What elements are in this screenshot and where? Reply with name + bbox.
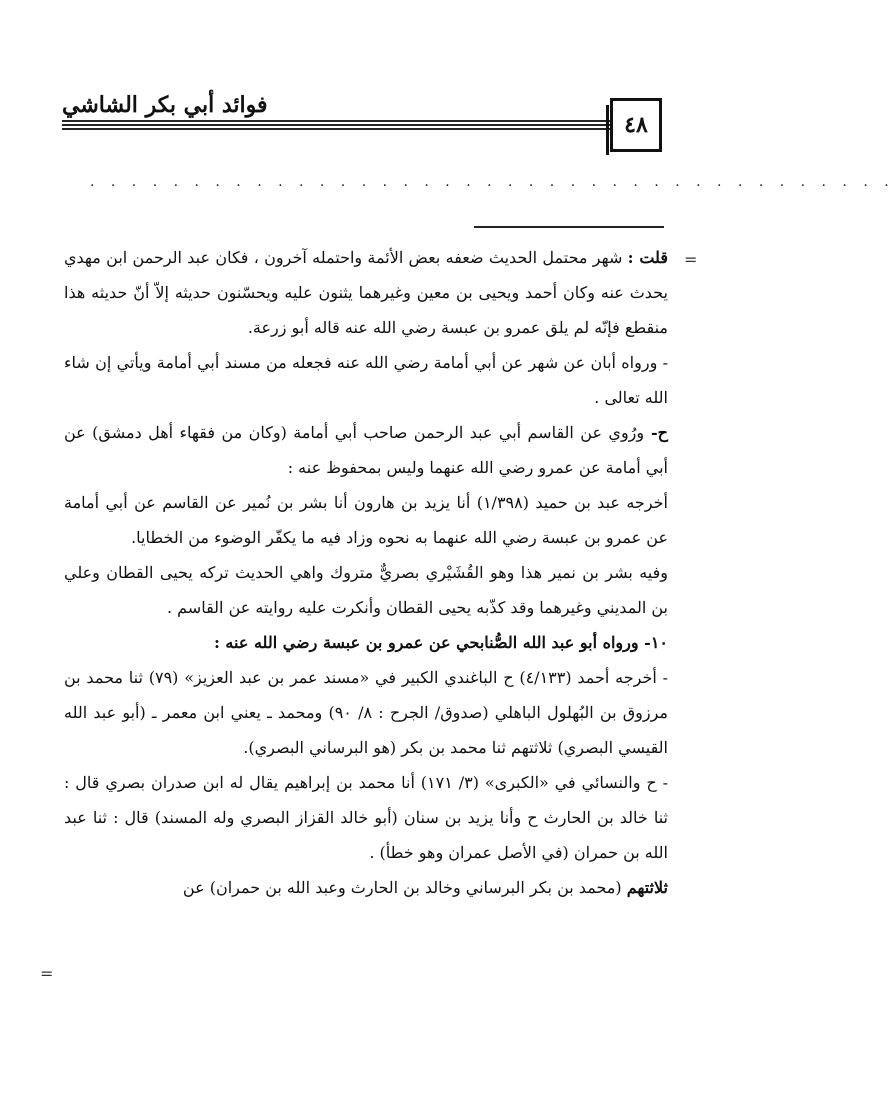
paragraph [64,555,668,625]
paragraph-text: (محمد بن بكر البرساني وخالد بن الحارث وعبد الله بن حمران) عن [182,878,627,897]
paragraph-lead: ثلاثتهم [626,878,668,897]
paragraph [64,765,668,870]
margin-mark: = [40,964,54,983]
dotted-separator: . . . . . . . . . . . . . . . . . . . . . . . . . . . . . . . . . . . . . . . [90,174,895,190]
paragraph [64,485,668,555]
body-text [64,240,668,982]
paragraph [64,240,668,345]
margin-mark: = [684,250,698,269]
paragraph-text: - ح والنسائي في «الكبرى» (٣/ ١٧١) أنا محمد بن إبراهيم يقال له ابن صدران بصري قال : ثنا خالد بن الحارث ح وأنا يزيد بن سنان (أبو خالد القزاز البصري وله المسند) قال : ثنا عبد الله بن حمران (في الأصل عمران وهو خطأ) . [64,773,668,862]
paragraph [64,415,668,485]
section-rule [474,226,664,228]
page-header [62,88,666,158]
paragraph-lead: ح- [644,423,669,442]
paragraph-lead: ١٠- ورواه أبو عبد الله الصُّنابحي عن عمرو بن عبسة رضي الله عنه : [213,633,668,652]
section-heading [64,625,668,660]
paragraph-text: أخرجه عبد بن حميد (١/٣٩٨) أنا يزيد بن هارون أنا بشر بن نُمير عن القاسم عن أبي أمامة عن عمرو بن عبسة رضي الله عنهما به نحوه وزاد فيه ما يكفّر الوضوء من الخطايا. [64,493,668,547]
paragraph-text: - أخرجه أحمد (٤/١٣٣) ح الباغندي الكبير في «مسند عمر بن عبد العزيز» (٧٩) ثنا محمد بن مرزوق بن البُهلول الباهلي (صدوق/ الجرح : ٨/ ٩٠) ومحمد ـ يعني ابن معمر ـ (أبو عبد الله القيسي البصري) ثلاثتهم ثنا محمد بن بكر (هو البرساني البصري). [64,668,669,757]
page-number: ٤٨ [610,98,662,152]
book-title: فوائد أبي بكر الشاشي [62,92,268,118]
paragraph-text: ورُوي عن القاسم أبي عبد الرحمن صاحب أبي أمامة (وكان من فقهاء أهل دمشق) عن أبي أمامة عن عمرو رضي الله عنهما وليس بمحفوظ عنه : [64,423,668,477]
paragraph [64,345,668,415]
paragraph-lead: قلت : [627,248,668,267]
paragraph [64,870,668,905]
paragraph-text: شهر محتمل الحديث ضعفه بعض الأئمة واحتمله آخرون ، فكان عبد الرحمن ابن مهدي يحدث عنه وكان أحمد ويحيى بن معين وغيرهما يثنون عليه ويحسّنون حديثه إلاّ أنّ حديثه هذا منقطع فإنّه لم يلق عمرو بن عبسة رضي الله عنه قاله أبو زرعة. [64,248,668,337]
header-rule [62,120,610,132]
paragraph-text: وفيه بشر بن نمير هذا وهو القُشَيْري بصريٌّ متروك واهي الحديث تركه يحيى القطان وعلي بن المديني وغيرهما وقد كذّبه يحيى القطان وأنكرت عليه روايته عن القاسم . [64,563,669,617]
paragraph-text: - ورواه أبان عن شهر عن أبي أمامة رضي الله عنه فجعله من مسند أبي أمامة ويأتي إن شاء الله تعالى . [64,353,668,407]
paragraph [64,660,668,765]
